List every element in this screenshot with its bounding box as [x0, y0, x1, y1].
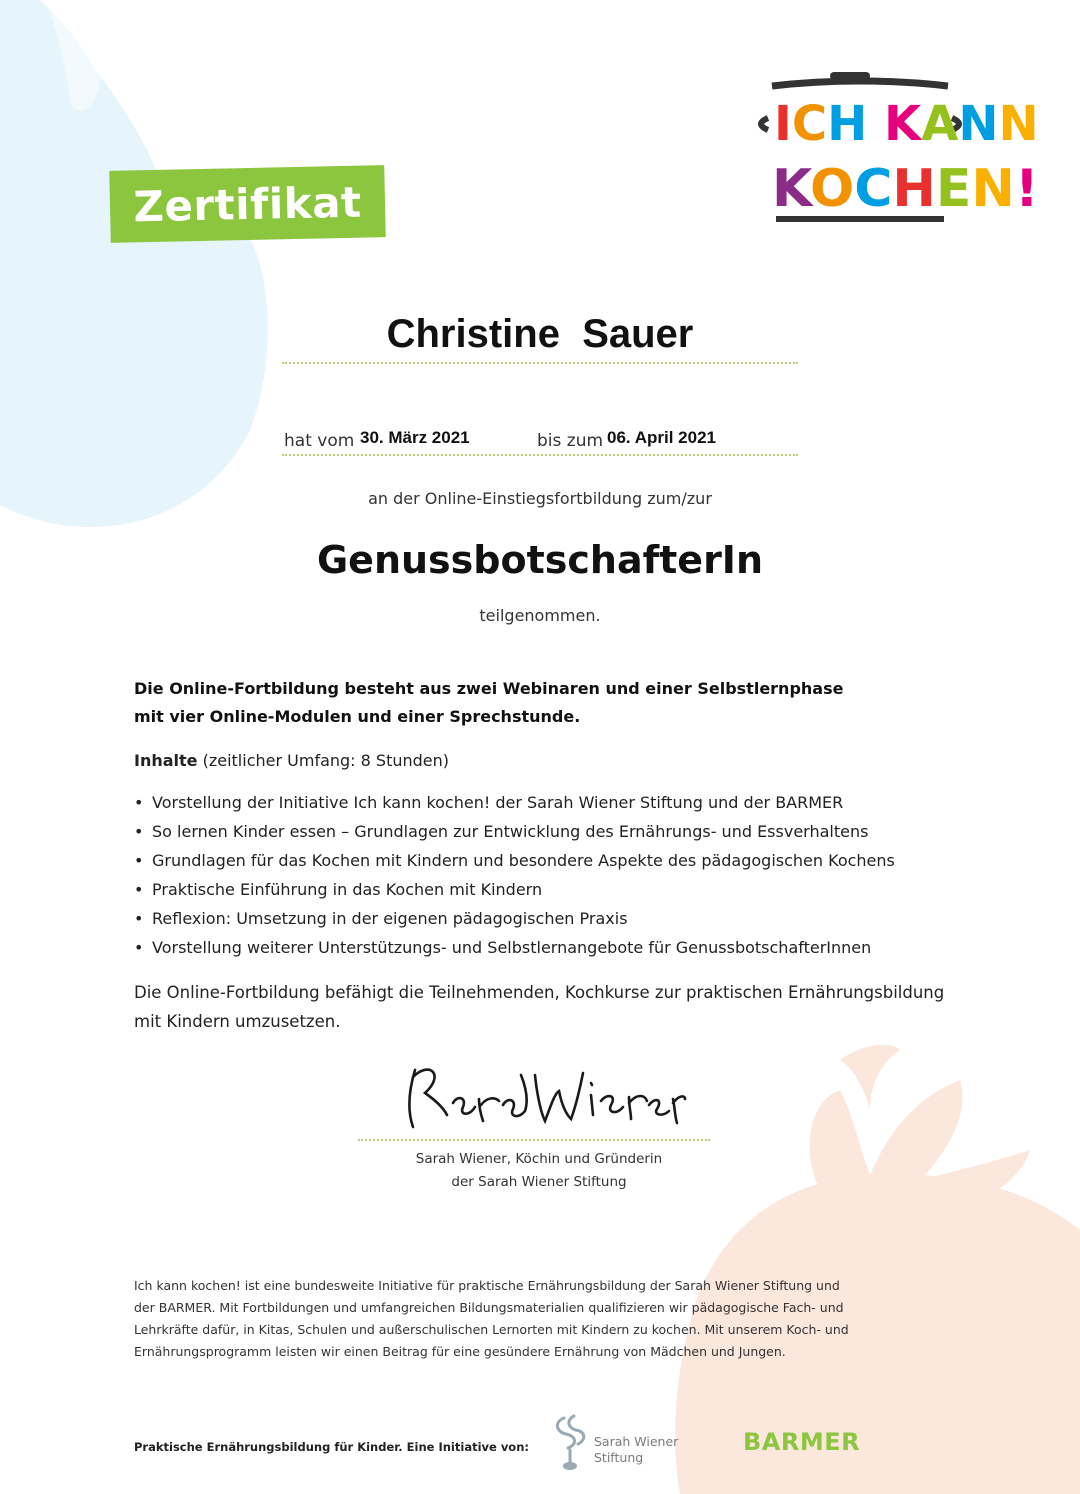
footnote-line: der BARMER. Mit Fortbildungen und umfangreichen Bildungsmaterialien qualifizieren wir pädagogische Fach- und — [134, 1300, 844, 1315]
svg-text:ICH KANN: ICH KANN — [774, 96, 1039, 152]
contents-list — [134, 788, 954, 962]
program-title: GenussbotschafterIn — [316, 538, 764, 582]
description-line-2: mit vier Online-Modulen und einer Sprechstunde. — [134, 707, 581, 726]
footnote-line: Ich kann kochen! ist eine bundesweite Initiative für praktische Ernährungsbildung der Sarah Wiener Stiftung und — [134, 1278, 840, 1293]
certificate-badge-label: Zertifikat — [132, 177, 363, 231]
list-item: • Vorstellung der Initiative Ich kann kochen! der Sarah Wiener Stiftung und der BARMER — [134, 788, 954, 817]
contents-label: Inhalte — [134, 751, 198, 770]
footnote-paragraph — [134, 1275, 924, 1363]
contents-heading — [134, 746, 954, 775]
signature-underline — [358, 1139, 710, 1141]
handwritten-signature — [395, 1055, 685, 1135]
from-label: hat vom — [284, 431, 355, 451]
to-date: 06. April 2021 — [607, 428, 716, 447]
background-bell-pepper-shape — [0, 0, 280, 540]
description-line-1: Die Online-Fortbildung besteht aus zwei Webinaren und einer Selbstlernphase — [134, 679, 844, 698]
spoon-swirl-icon — [550, 1412, 594, 1472]
sws-line-2: Stiftung — [594, 1450, 644, 1465]
signature-caption-line-1: Sarah Wiener, Köchin und Gründerin — [415, 1151, 663, 1167]
background-tomato-shape — [670, 1040, 1080, 1494]
qualification-paragraph — [134, 978, 954, 1036]
ich-kann-kochen-logo — [752, 68, 1039, 228]
initiative-label: Praktische Ernährungsbildung für Kinder. Eine Initiative von: — [134, 1440, 529, 1454]
participant-name: Christine Sauer — [386, 312, 694, 356]
certificate-badge — [109, 165, 385, 243]
qualification-line-2: mit Kindern umzusetzen. — [134, 1012, 341, 1031]
pot-icon — [752, 68, 1039, 228]
intro-line: an der Online-Einstiegsfortbildung zum/zur — [368, 489, 712, 508]
footnote-line: Lehrkräfte dafür, in Kitas, Schulen und außerschulischen Lernorten mit Kindern zu kochen. Mit unserem Koch- und — [134, 1322, 849, 1337]
list-item: • Praktische Einführung in das Kochen mit Kindern — [134, 875, 954, 904]
to-label: bis zum — [537, 431, 604, 451]
from-date: 30. März 2021 — [360, 428, 470, 447]
signature-caption — [358, 1148, 720, 1194]
sws-line-1: Sarah Wiener — [594, 1434, 679, 1449]
footnote-line: Ernährungsprogramm leisten wir einen Beitrag für eine gesündere Ernährung von Mädchen und Jungen. — [134, 1344, 786, 1359]
list-item: • Grundlagen für das Kochen mit Kindern und besondere Aspekte des pädagogischen Kochens — [134, 846, 954, 875]
description-paragraph — [134, 675, 954, 731]
qualification-line-1: Die Online-Fortbildung befähigt die Teilnehmenden, Kochkurse zur praktischen Ernährungsbildung — [134, 983, 945, 1002]
sarah-wiener-stiftung-logo — [550, 1412, 690, 1472]
signature-caption-line-2: der Sarah Wiener Stiftung — [451, 1174, 627, 1190]
barmer-logo: BARMER — [743, 1428, 861, 1456]
period-underline — [282, 454, 798, 456]
contents-duration: (zeitlicher Umfang: 8 Stunden) — [197, 751, 450, 770]
svg-text:KOCHEN!: KOCHEN! — [772, 159, 1039, 219]
list-item: • So lernen Kinder essen – Grundlagen zur Entwicklung des Ernährungs- und Essverhaltens — [134, 817, 954, 846]
participated-text: teilgenommen. — [479, 606, 601, 625]
name-underline — [282, 362, 798, 364]
list-item: • Reflexion: Umsetzung in der eigenen pädagogischen Praxis — [134, 904, 954, 933]
list-item: • Vorstellung weiterer Unterstützungs- und Selbstlernangebote für GenussbotschafterInnen — [134, 933, 954, 962]
